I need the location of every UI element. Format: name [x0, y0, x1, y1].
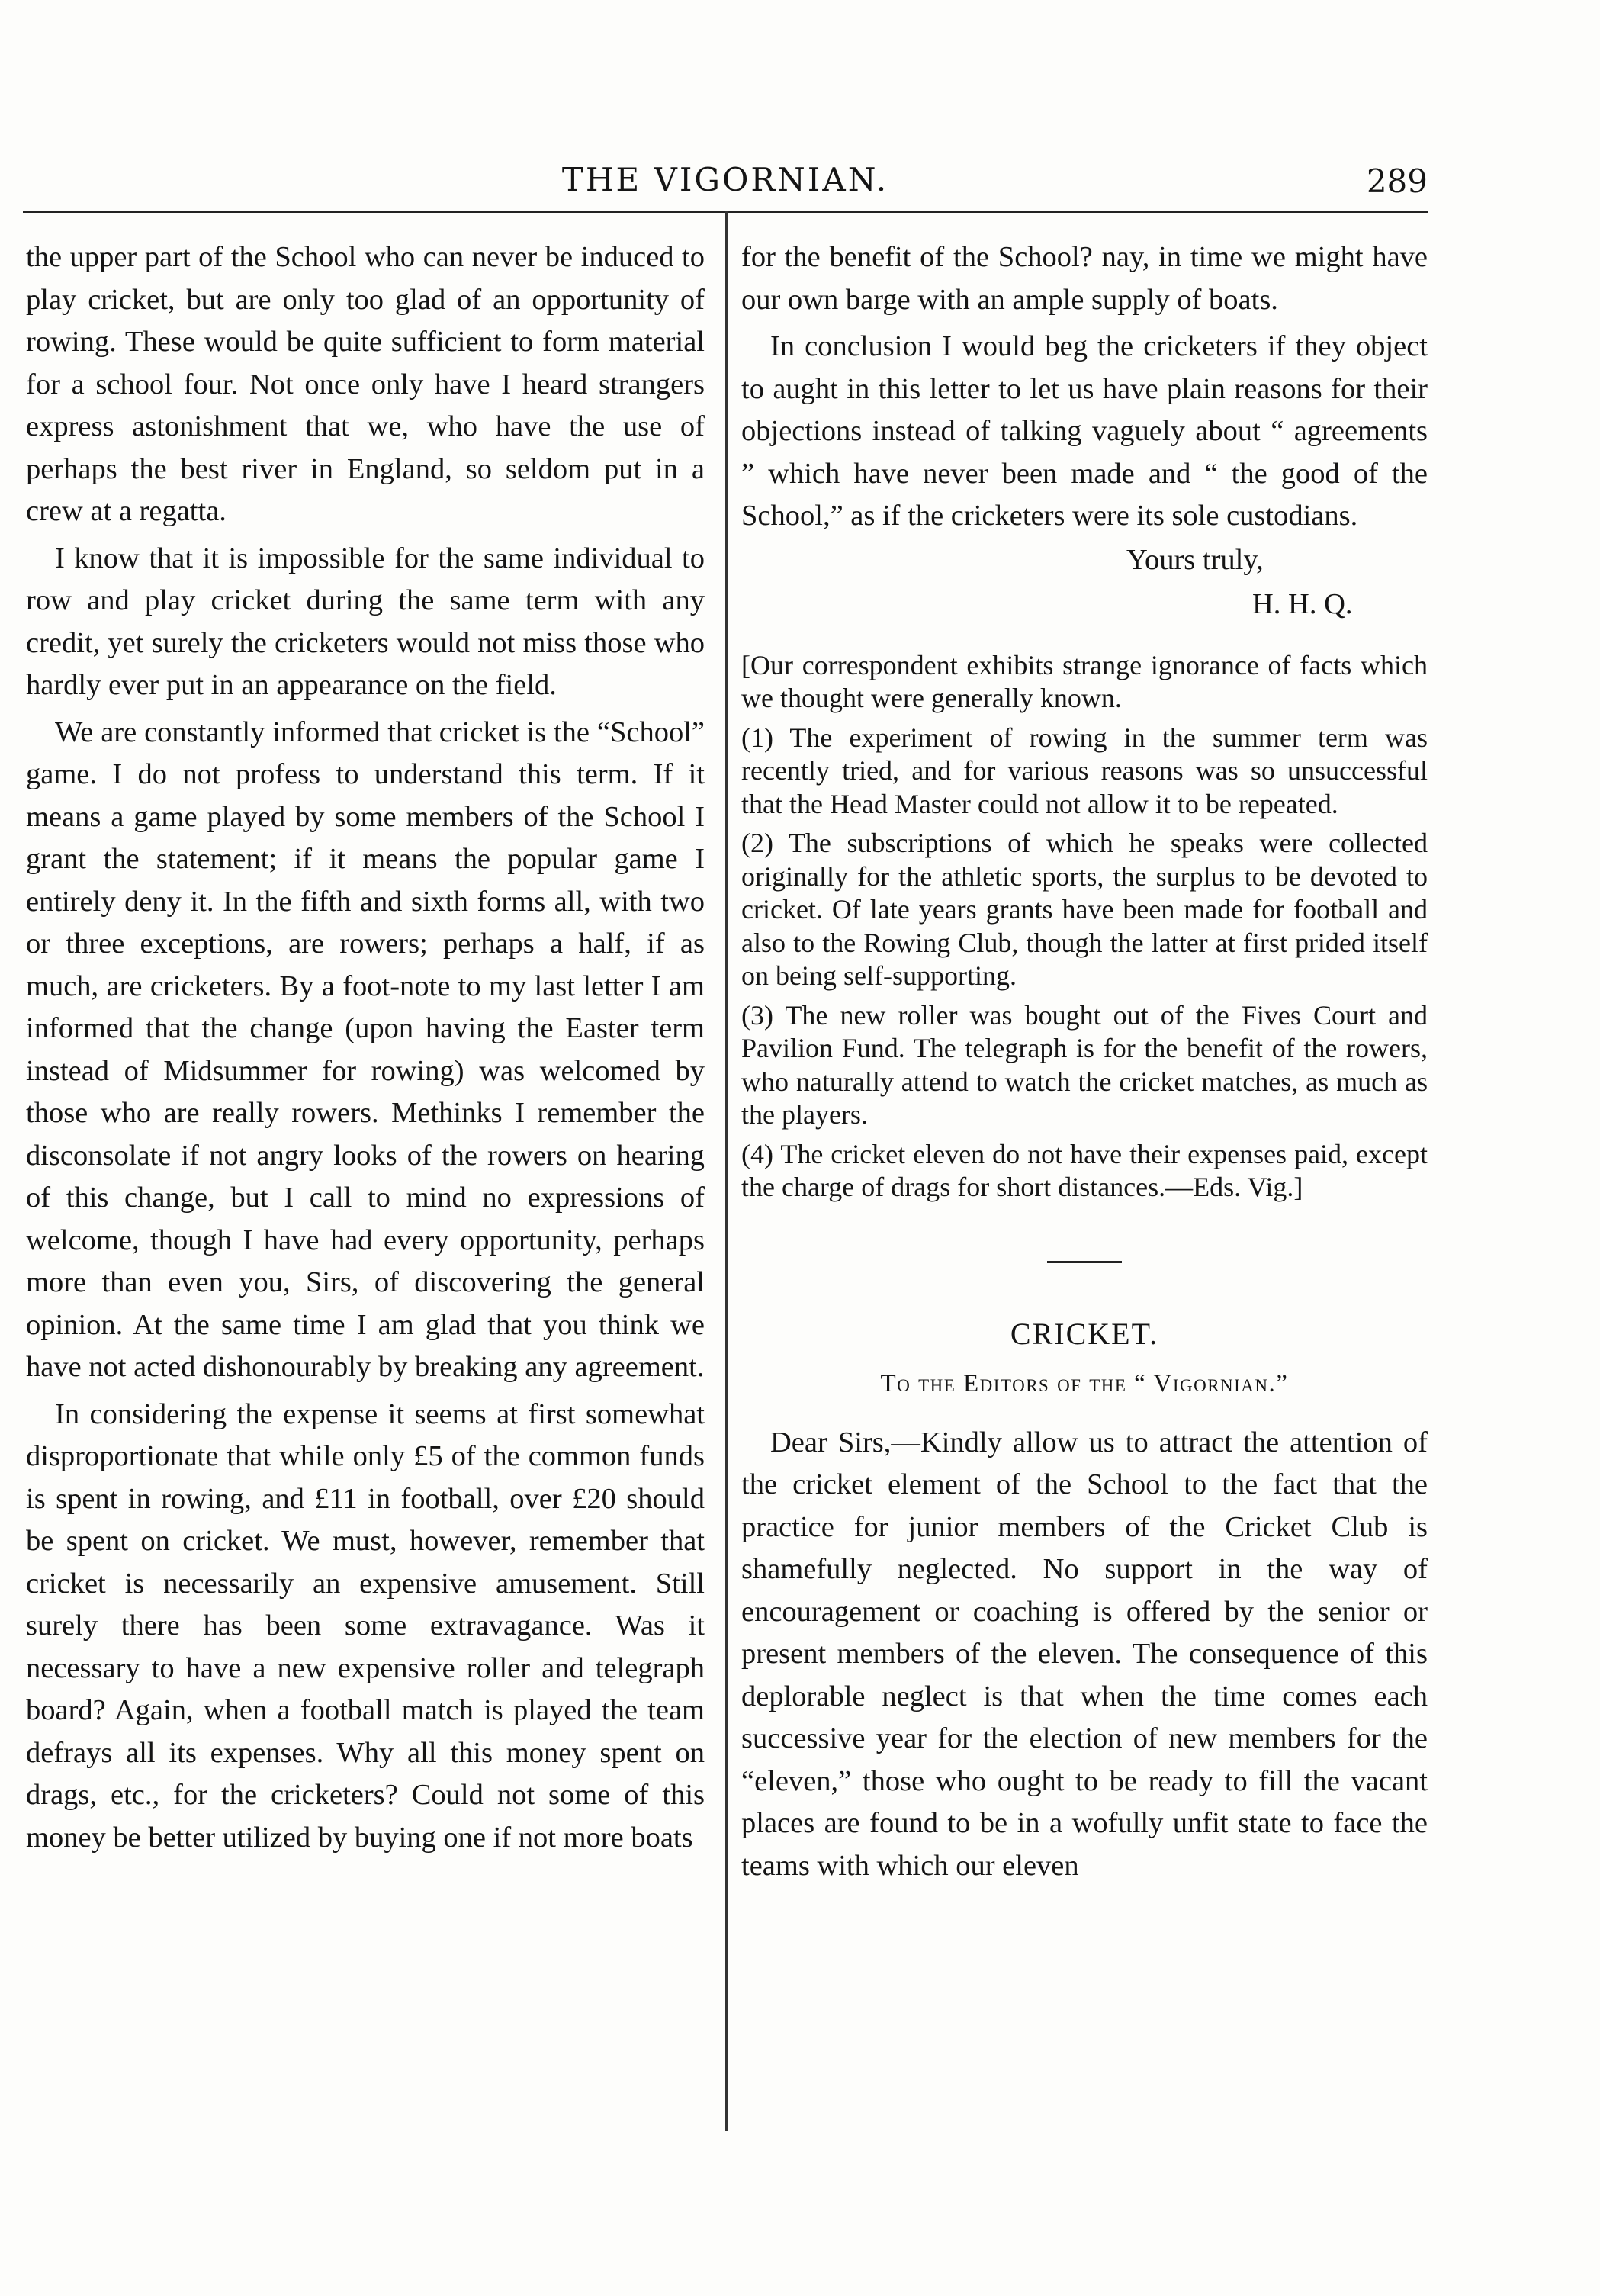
page-number: 289	[1366, 162, 1428, 200]
running-head	[23, 159, 1428, 204]
editor-note-paragraph: (4) The cricket eleven do not have their expenses paid, except the charge of drags for short distances.—Eds. Vig.]	[741, 1138, 1428, 1202]
editor-note-paragraph: (3) The new roller was bought out of the Fives Court and Pavilion Fund. The telegraph is for the benefit of the rowers, who naturally attend to watch the cricket matches, as much as the players.	[741, 999, 1428, 1130]
right-column	[741, 236, 1428, 1887]
paragraph: In considering the expense it seems at first somewhat disproportionate that while only £5 of the common funds is spent in rowing, and £11 in football, over £20 should be spent on cricket. We must, however, remember that cricket is necessarily an expensive amusement. Still surely there has been some extravagance. Was it necessary to have a new expensive roller and telegraph board? Again, when a football match is played the team defrays all its expenses. Why all this money spent on drags, etc., for the cricketers? Could not some of this money be better utilized by buying one if not more boats	[26, 1397, 705, 1854]
editor-note-paragraph: [Our correspondent exhibits strange ignorance of facts which we thought were generally known.	[741, 649, 1428, 713]
letter-closing: Yours truly,	[1126, 543, 1264, 576]
left-column	[26, 236, 705, 1859]
paragraph: I know that it is impossible for the same individual to row and play cricket during the same term with any credit, yet surely the cricketers would not miss those who hardly ever put in an appearance on the field.	[26, 542, 705, 701]
cricket-letter	[741, 1422, 1428, 1888]
editor-note	[741, 649, 1428, 1204]
section-subtitle: To the Editors of the “ Vigornian.”	[880, 1369, 1289, 1397]
paragraph: the upper part of the School who can never be induced to play cricket, but are only too glad of an opportunity of rowing. These would be quite sufficient to form material for a school four. Not once only have I heard strangers express astonishment that we, who have the use of perhaps the best river in England, so seldom put in a crew at a regatta.	[26, 241, 705, 527]
paragraph: for the benefit of the School? nay, in time we might have our own barge with an ample supply of boats.	[741, 241, 1428, 316]
editor-note-paragraph: (1) The experiment of rowing in the summer term was recently tried, and for various reasons was so unsuccessful that the Head Master could not allow it to be repeated.	[741, 722, 1428, 819]
letter-signature: H. H. Q.	[1252, 587, 1353, 620]
section-title: CRICKET.	[1010, 1316, 1159, 1351]
paragraph: We are constantly informed that cricket is the “School” game. I do not profess to understand this term. If it means a game played by some members of the School I grant the statement; if it means the popular game I entirely deny it. In the fifth and sixth forms all, with two or three exceptions, are rowers; perhaps a half, if as much, are cricketers. By a foot-note to my last letter I am informed that the change (upon having the Easter term instead of Midsummer for rowing) was welcomed by those who are really rowers. Methinks I remember the disconsolate if not angry looks of the rowers on hearing of this change, but I call to mind no expressions of welcome, though I have had every opportunity, perhaps more than even you, Sirs, of discovering the general opinion. At the same time I am glad that you think we have not acted dishonourably by breaking any agreement.	[26, 715, 705, 1383]
paragraph: Dear Sirs,—Kindly allow us to attract the attention of the cricket element of the School to the fact that the practice for junior members of the Cricket Club is shamefully neglected. No support in the way of encouragement or coaching is offered by the senior or present members of the eleven. The consequence of this deplorable neglect is that when the time comes each successive year for the election of new members for the “eleven,” those who ought to be ready to fill the vacant places are found to be in a wofully unfit state to face the teams with which our eleven	[741, 1426, 1428, 1882]
column-divider	[725, 211, 728, 2131]
journal-title: THE VIGORNIAN.	[561, 161, 889, 198]
section-divider	[1047, 1261, 1122, 1263]
editor-note-paragraph: (2) The subscriptions of which he speaks were collected originally for the athletic sports, the surplus to be devoted to cricket. Of late years grants have been made for football and also to the Rowing Club, though the latter at first prided itself on being self-supporting.	[741, 828, 1428, 991]
paragraph: In conclusion I would beg the cricketers if they object to aught in this letter to let us have plain reasons for their objections instead of talking vaguely about “ agreements ” which have never been made and “ the good of the School,” as if the cricketers were its sole custodians.	[741, 330, 1428, 532]
